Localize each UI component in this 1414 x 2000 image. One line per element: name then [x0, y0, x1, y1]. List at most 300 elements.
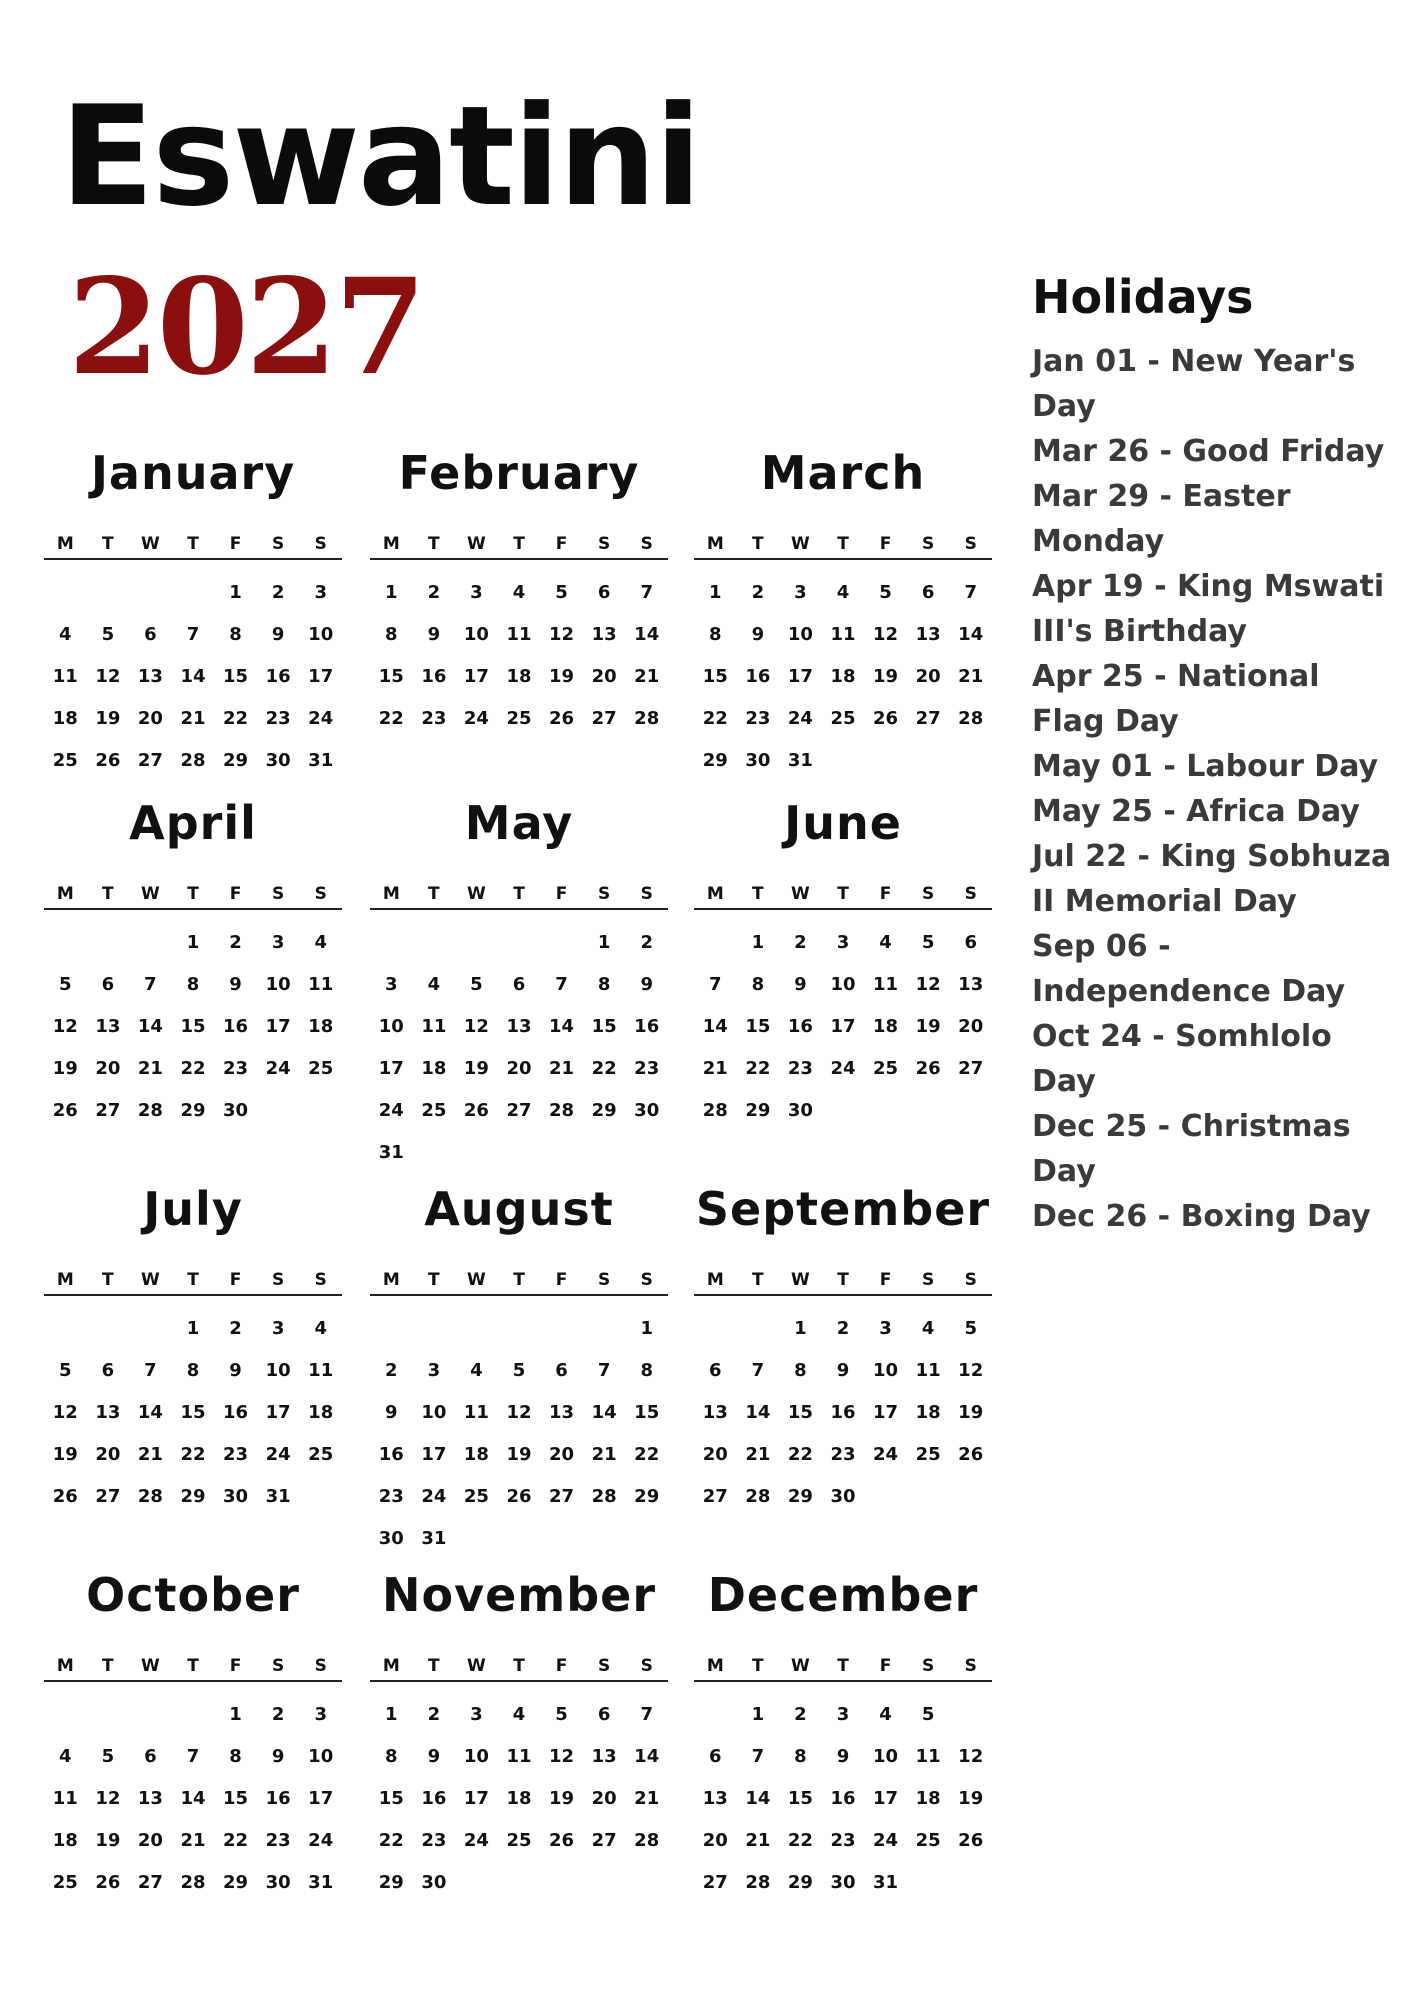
week-row — [44, 1694, 342, 1736]
weekday-label: T — [752, 1270, 764, 1290]
day-cell: 11 — [421, 1016, 447, 1037]
day-cell: 29 — [787, 1872, 813, 1893]
day-cell: 6 — [144, 1746, 157, 1767]
weekday-label: F — [555, 1270, 568, 1290]
weekday-label: T — [513, 1656, 525, 1676]
weekday-label: M — [706, 1656, 724, 1676]
day-cell: 13 — [702, 1402, 728, 1423]
holiday-item: Dec 25 - Christmas Day — [1032, 1108, 1351, 1189]
day-cell — [498, 1862, 541, 1904]
day-cell: 15 — [634, 1402, 660, 1423]
day-cell: 9 — [229, 974, 242, 995]
day-cell: 6 — [597, 582, 611, 603]
day-cell: 28 — [634, 1830, 660, 1851]
day-cell: 15 — [591, 1016, 617, 1037]
weekday-label: T — [102, 1270, 114, 1290]
weeks — [694, 922, 992, 1132]
day-cell: 7 — [555, 974, 568, 995]
day-cell: 15 — [787, 1402, 813, 1423]
day-cell — [299, 1090, 342, 1132]
day-cell: 28 — [745, 1486, 771, 1507]
day-cell: 12 — [549, 624, 575, 645]
week-row — [694, 922, 992, 964]
day-cell: 8 — [385, 1746, 398, 1767]
day-cell: 19 — [506, 1444, 532, 1465]
day-cell: 16 — [421, 666, 447, 687]
day-cell — [540, 1308, 583, 1350]
day-cell: 29 — [378, 1872, 404, 1893]
day-cell: 14 — [958, 624, 984, 645]
weekday-label: S — [964, 534, 977, 554]
day-cell: 26 — [549, 708, 575, 729]
month-name: April — [129, 796, 257, 850]
weekday-header — [44, 1652, 342, 1682]
day-cell: 21 — [958, 666, 984, 687]
day-cell: 30 — [830, 1872, 856, 1893]
day-cell: 13 — [137, 1788, 163, 1809]
day-cell — [949, 1862, 992, 1904]
day-cell: 20 — [702, 1830, 728, 1851]
day-cell — [44, 1308, 87, 1350]
day-cell: 5 — [101, 1746, 115, 1767]
day-cell: 7 — [964, 582, 977, 603]
day-cell: 15 — [702, 666, 728, 687]
day-cell: 5 — [59, 1360, 72, 1381]
day-cell: 17 — [378, 1058, 404, 1079]
day-cell: 22 — [180, 1058, 206, 1079]
day-cell — [949, 740, 992, 782]
day-cell — [44, 922, 87, 964]
day-cell: 5 — [59, 974, 72, 995]
day-cell: 11 — [506, 1746, 532, 1767]
day-cell: 3 — [314, 1704, 327, 1725]
day-cell: 23 — [830, 1444, 856, 1465]
day-cell: 27 — [506, 1100, 532, 1121]
day-cell: 20 — [95, 1444, 121, 1465]
day-cell: 21 — [634, 1788, 660, 1809]
day-cell: 17 — [308, 666, 334, 687]
day-cell: 26 — [915, 1058, 941, 1079]
day-cell: 8 — [709, 624, 722, 645]
day-cell: 20 — [506, 1058, 532, 1079]
day-cell: 14 — [180, 666, 206, 687]
month-name: March — [760, 446, 926, 500]
day-cell: 26 — [506, 1486, 532, 1507]
weeks — [694, 1694, 992, 1904]
day-cell: 3 — [836, 1704, 850, 1725]
day-cell: 31 — [873, 1872, 899, 1893]
day-cell — [625, 1132, 668, 1174]
day-cell — [413, 1308, 456, 1350]
weeks — [694, 1308, 992, 1518]
day-cell: 7 — [709, 974, 722, 995]
day-cell: 28 — [745, 1872, 771, 1893]
day-cell: 16 — [634, 1016, 660, 1037]
day-cell: 13 — [915, 624, 941, 645]
month-july — [44, 1182, 342, 1518]
day-cell: 9 — [794, 974, 807, 995]
day-cell: 27 — [702, 1486, 728, 1507]
weekday-label: T — [187, 1270, 199, 1290]
week-row — [44, 1778, 342, 1820]
month-name: January — [90, 446, 296, 500]
day-cell: 12 — [958, 1360, 984, 1381]
day-cell: 10 — [873, 1746, 899, 1767]
day-cell: 14 — [702, 1016, 728, 1037]
day-cell: 9 — [836, 1746, 850, 1767]
day-cell — [455, 1862, 498, 1904]
day-cell: 12 — [915, 974, 941, 995]
day-cell — [907, 1090, 950, 1132]
day-cell: 25 — [308, 1444, 334, 1465]
week-row — [694, 1694, 992, 1736]
week-row — [370, 572, 668, 614]
day-cell: 23 — [223, 1058, 249, 1079]
day-cell: 19 — [549, 666, 575, 687]
day-cell — [907, 740, 950, 782]
day-cell: 25 — [915, 1830, 941, 1851]
weekday-label: W — [791, 1270, 810, 1290]
day-cell: 15 — [180, 1016, 206, 1037]
day-cell: 18 — [308, 1016, 334, 1037]
day-cell: 5 — [921, 932, 935, 953]
week-row — [694, 740, 992, 782]
weekday-header — [44, 530, 342, 560]
day-cell — [864, 1090, 907, 1132]
day-cell: 22 — [745, 1058, 771, 1079]
weekday-label: T — [428, 1270, 440, 1290]
weekday-header — [370, 530, 668, 560]
day-cell: 23 — [830, 1830, 856, 1851]
day-cell: 22 — [223, 708, 249, 729]
day-cell: 28 — [591, 1486, 617, 1507]
day-cell: 24 — [873, 1830, 899, 1851]
week-row — [370, 1392, 668, 1434]
day-cell: 2 — [229, 1318, 242, 1339]
week-row — [370, 1132, 668, 1174]
day-cell: 2 — [427, 1704, 441, 1725]
week-row — [694, 698, 992, 740]
week-row — [694, 1736, 992, 1778]
day-cell: 11 — [52, 1788, 78, 1809]
day-cell: 26 — [52, 1100, 78, 1121]
day-cell: 30 — [265, 750, 291, 771]
weeks — [44, 922, 342, 1132]
day-cell — [455, 1132, 498, 1174]
week-row — [370, 656, 668, 698]
day-cell: 29 — [223, 1872, 249, 1893]
day-cell: 7 — [640, 582, 653, 603]
weekday-label: T — [752, 534, 764, 554]
weekday-label: F — [229, 1656, 242, 1676]
day-cell: 10 — [308, 1746, 334, 1767]
month-december — [694, 1568, 992, 1904]
day-cell: 1 — [385, 582, 398, 603]
day-cell — [949, 1694, 992, 1736]
day-cell: 27 — [591, 1830, 617, 1851]
week-row — [44, 1736, 342, 1778]
day-cell: 4 — [427, 974, 441, 995]
day-cell: 4 — [314, 1318, 327, 1339]
day-cell: 2 — [229, 932, 242, 953]
weeks — [370, 1694, 668, 1904]
day-cell: 3 — [794, 582, 807, 603]
day-cell: 27 — [95, 1100, 121, 1121]
day-cell: 19 — [95, 1830, 121, 1851]
week-row — [44, 1308, 342, 1350]
month-name: October — [86, 1568, 300, 1622]
day-cell: 21 — [180, 1830, 206, 1851]
weekday-label: T — [428, 1656, 440, 1676]
day-cell: 17 — [873, 1788, 899, 1809]
month-april — [44, 796, 342, 1132]
day-cell: 2 — [794, 932, 807, 953]
day-cell: 1 — [751, 932, 765, 953]
day-cell: 16 — [421, 1788, 447, 1809]
day-cell: 17 — [873, 1402, 899, 1423]
day-cell: 5 — [101, 624, 115, 645]
weekday-label: F — [229, 534, 242, 554]
weekday-label: T — [513, 534, 525, 554]
day-cell: 27 — [915, 708, 941, 729]
weekday-label: W — [467, 884, 486, 904]
weekday-label: F — [229, 884, 242, 904]
weekday-label: W — [141, 534, 160, 554]
weekday-label: W — [791, 884, 810, 904]
day-cell: 4 — [879, 932, 892, 953]
weekday-header — [370, 880, 668, 910]
day-cell — [583, 1862, 626, 1904]
month-january — [44, 446, 342, 782]
day-cell — [44, 572, 87, 614]
day-cell: 26 — [958, 1444, 984, 1465]
day-cell: 24 — [308, 1830, 334, 1851]
day-cell: 9 — [836, 1360, 850, 1381]
week-row — [44, 1434, 342, 1476]
day-cell: 28 — [702, 1100, 728, 1121]
weekday-label: S — [964, 1270, 977, 1290]
day-cell: 23 — [223, 1444, 249, 1465]
month-september — [694, 1182, 992, 1518]
holiday-item: Apr 19 - King Mswati III's Birthday — [1032, 568, 1385, 649]
day-cell — [694, 1308, 737, 1350]
day-cell: 4 — [59, 624, 72, 645]
day-cell: 18 — [506, 1788, 532, 1809]
day-cell: 23 — [634, 1058, 660, 1079]
month-february — [370, 446, 668, 740]
day-cell: 17 — [308, 1788, 334, 1809]
week-row — [44, 740, 342, 782]
week-row — [44, 698, 342, 740]
week-row — [694, 1048, 992, 1090]
day-cell: 22 — [787, 1444, 813, 1465]
day-cell: 26 — [549, 1830, 575, 1851]
day-cell: 3 — [427, 1360, 441, 1381]
weekday-label: F — [555, 534, 568, 554]
day-cell: 26 — [95, 1872, 121, 1893]
day-cell: 13 — [95, 1402, 121, 1423]
weekday-label: T — [752, 884, 764, 904]
weekday-label: S — [272, 534, 285, 554]
weekday-label: S — [640, 884, 653, 904]
weekday-header — [44, 880, 342, 910]
month-name: May — [464, 796, 574, 850]
week-row — [44, 1048, 342, 1090]
day-cell: 18 — [52, 1830, 78, 1851]
weekday-label: T — [513, 884, 525, 904]
day-cell: 3 — [385, 974, 398, 995]
holiday-item: Mar 26 - Good Friday — [1032, 433, 1385, 469]
day-cell: 17 — [787, 666, 813, 687]
day-cell: 16 — [265, 666, 291, 687]
day-cell: 24 — [265, 1444, 291, 1465]
day-cell — [172, 1694, 215, 1736]
day-cell: 8 — [794, 1360, 807, 1381]
day-cell — [87, 1694, 130, 1736]
week-row — [370, 1820, 668, 1862]
day-cell: 2 — [385, 1360, 398, 1381]
weekday-label: F — [879, 884, 892, 904]
day-cell: 9 — [427, 1746, 441, 1767]
day-cell — [87, 922, 130, 964]
day-cell: 6 — [709, 1746, 722, 1767]
day-cell: 30 — [421, 1872, 447, 1893]
day-cell: 12 — [549, 1746, 575, 1767]
day-cell: 25 — [506, 1830, 532, 1851]
day-cell: 15 — [745, 1016, 771, 1037]
day-cell: 31 — [265, 1486, 291, 1507]
day-cell: 10 — [378, 1016, 404, 1037]
holiday-item: Jul 22 - King Sobhuza II Memorial Day — [1032, 838, 1392, 919]
day-cell: 18 — [915, 1402, 941, 1423]
weekday-label: M — [382, 1270, 400, 1290]
day-cell: 21 — [634, 666, 660, 687]
week-row — [370, 1694, 668, 1736]
week-row — [44, 1006, 342, 1048]
day-cell: 4 — [314, 932, 327, 953]
weekday-label: T — [102, 534, 114, 554]
day-cell: 8 — [186, 1360, 200, 1381]
day-cell: 29 — [745, 1100, 771, 1121]
day-cell: 31 — [378, 1142, 404, 1163]
day-cell: 24 — [463, 708, 489, 729]
weekday-header — [694, 1266, 992, 1296]
day-cell: 8 — [229, 624, 242, 645]
week-row — [694, 1778, 992, 1820]
day-cell: 13 — [591, 624, 617, 645]
weekday-label: F — [555, 1656, 568, 1676]
day-cell: 11 — [308, 974, 334, 995]
day-cell: 16 — [265, 1788, 291, 1809]
day-cell: 11 — [463, 1402, 489, 1423]
day-cell: 30 — [265, 1872, 291, 1893]
week-row — [44, 1820, 342, 1862]
day-cell: 13 — [958, 974, 984, 995]
day-cell: 28 — [180, 1872, 206, 1893]
day-cell: 25 — [830, 708, 856, 729]
week-row — [694, 1820, 992, 1862]
weekday-label: T — [102, 1656, 114, 1676]
day-cell: 14 — [634, 1746, 660, 1767]
day-cell: 7 — [751, 1360, 765, 1381]
day-cell: 28 — [137, 1100, 163, 1121]
day-cell: 20 — [702, 1444, 728, 1465]
day-cell: 1 — [229, 582, 242, 603]
weekday-label: S — [314, 1656, 327, 1676]
day-cell: 18 — [915, 1788, 941, 1809]
week-row — [370, 1434, 668, 1476]
day-cell: 29 — [787, 1486, 813, 1507]
day-cell: 26 — [958, 1830, 984, 1851]
day-cell: 15 — [223, 666, 249, 687]
day-cell: 6 — [709, 1360, 722, 1381]
weekday-label: T — [187, 884, 199, 904]
day-cell: 19 — [463, 1058, 489, 1079]
day-cell: 29 — [180, 1100, 206, 1121]
weekday-label: F — [879, 1270, 892, 1290]
day-cell — [583, 1518, 626, 1560]
day-cell: 17 — [265, 1016, 291, 1037]
day-cell: 18 — [308, 1402, 334, 1423]
day-cell: 10 — [308, 624, 334, 645]
day-cell — [949, 1090, 992, 1132]
day-cell — [498, 1518, 541, 1560]
day-cell: 30 — [223, 1100, 249, 1121]
day-cell: 21 — [702, 1058, 728, 1079]
week-row — [44, 614, 342, 656]
day-cell: 1 — [597, 932, 611, 953]
day-cell: 11 — [830, 624, 856, 645]
day-cell — [370, 1308, 413, 1350]
month-name: August — [424, 1182, 614, 1236]
weekday-label: M — [56, 534, 74, 554]
day-cell: 13 — [506, 1016, 532, 1037]
day-cell — [257, 1090, 300, 1132]
day-cell: 15 — [787, 1788, 813, 1809]
weekday-label: M — [706, 884, 724, 904]
day-cell: 21 — [180, 708, 206, 729]
day-cell: 23 — [745, 708, 771, 729]
day-cell: 20 — [137, 1830, 163, 1851]
weeks — [370, 572, 668, 740]
day-cell: 4 — [59, 1746, 72, 1767]
holidays-panel — [1032, 272, 1392, 1239]
day-cell: 1 — [751, 1704, 765, 1725]
country-title: Eswatini — [60, 76, 700, 237]
day-cell: 9 — [229, 1360, 242, 1381]
day-cell: 2 — [794, 1704, 807, 1725]
holidays-title: Holidays — [1032, 270, 1254, 324]
weekday-label: T — [102, 884, 114, 904]
week-row — [370, 1350, 668, 1392]
day-cell: 19 — [52, 1058, 78, 1079]
week-row — [694, 1006, 992, 1048]
day-cell — [822, 740, 865, 782]
day-cell: 7 — [186, 624, 200, 645]
week-row — [694, 572, 992, 614]
day-cell: 8 — [794, 1746, 807, 1767]
day-cell: 24 — [787, 708, 813, 729]
day-cell: 20 — [591, 1788, 617, 1809]
month-name: September — [695, 1182, 991, 1236]
day-cell: 27 — [95, 1486, 121, 1507]
day-cell — [583, 1308, 626, 1350]
month-name: June — [784, 796, 902, 850]
day-cell: 24 — [830, 1058, 856, 1079]
day-cell: 4 — [921, 1318, 935, 1339]
weekday-label: W — [791, 1656, 810, 1676]
day-cell: 2 — [751, 582, 765, 603]
